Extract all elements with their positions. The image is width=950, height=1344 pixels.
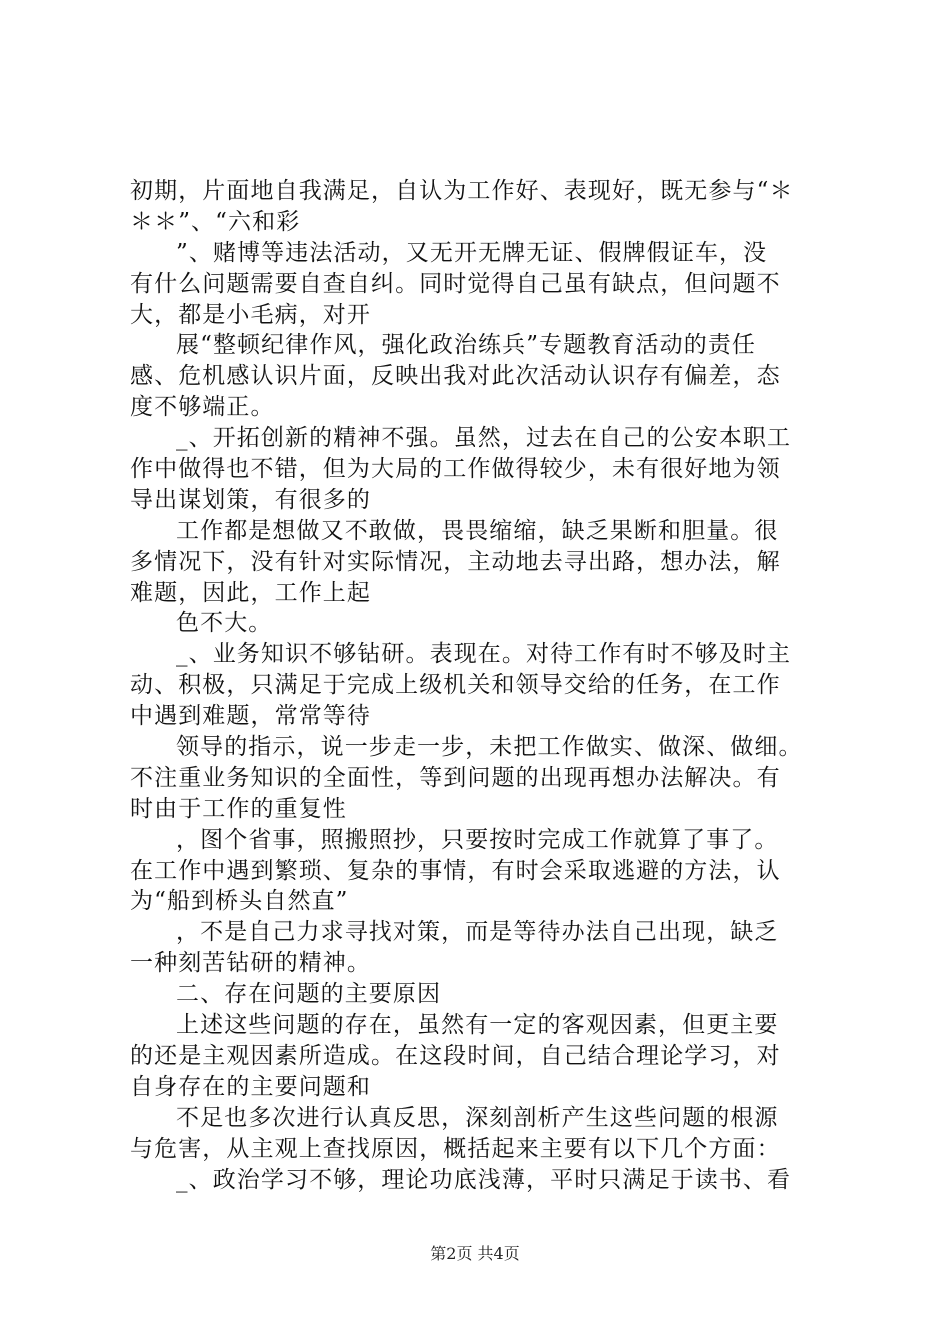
- text-line: 时由于工作的重复性: [130, 795, 347, 822]
- text-line: 工作都是想做又不敢做，畏畏缩缩，缺乏果断和胆量。很: [176, 517, 779, 544]
- text-line: 大，都是小毛病，对开: [130, 301, 371, 328]
- text-line: 中遇到难题，常常等待: [130, 703, 371, 730]
- text-line: 导出谋划策，有很多的: [130, 486, 371, 513]
- text-line: 在工作中遇到繁琐、复杂的事情，有时会采取逃避的方法，认: [130, 857, 781, 884]
- text-line: ＊＊”、“六和彩: [130, 208, 301, 235]
- text-line: _、政治学习不够，理论功底浅薄，平时只满足于读书、看: [176, 1166, 792, 1193]
- text-line: 为“船到桥头自然直”: [130, 888, 349, 915]
- text-line: 多情况下，没有针对实际情况，主动地去寻出路，想办法，解: [130, 548, 781, 575]
- text-line: 二、存在问题的主要原因: [176, 981, 442, 1008]
- text-line: 有什么问题需要自查自纠。同时觉得自己虽有缺点，但问题不: [130, 270, 781, 297]
- document-body: [130, 176, 830, 1195]
- text-line: 展“整顿纪律作风，强化政治练兵”专题教育活动的责任: [176, 332, 757, 359]
- text-line: 动、积极，只满足于完成上级机关和领导交给的任务，在工作: [130, 672, 781, 699]
- text-line: 自身存在的主要问题和: [130, 1073, 371, 1100]
- page-footer: 第2页 共4页: [430, 1244, 520, 1263]
- text-line: 一种刻苦钻研的精神。: [130, 950, 371, 977]
- text-line: ”、赌博等违法活动，又无开无牌无证、假牌假证车，没: [176, 239, 768, 266]
- text-line: 作中做得也不错，但为大局的工作做得较少，未有很好地为领: [130, 456, 781, 483]
- text-line: 上述这些问题的存在，虽然有一定的客观因素，但更主要: [176, 1012, 779, 1039]
- text-line: 与危害，从主观上查找原因，概括起来主要有以下几个方面：: [130, 1135, 781, 1162]
- text-line: 初期，片面地自我满足，自认为工作好、表现好，既无参与“＊: [130, 178, 794, 204]
- text-line: 难题，因此，工作上起: [130, 579, 371, 606]
- text-line: 度不够端正。: [130, 394, 275, 421]
- text-line: 不注重业务知识的全面性，等到问题的出现再想办法解决。有: [130, 764, 781, 791]
- text-line: 色不大。: [176, 610, 273, 637]
- text-line: ，图个省事，照搬照抄，只要按时完成工作就算了事了。: [176, 826, 779, 853]
- text-line: 感、危机感认识片面，反映出我对此次活动认识存有偏差，态: [130, 363, 781, 390]
- text-line: _、业务知识不够钻研。表现在。对待工作有时不够及时主: [176, 641, 792, 668]
- text-line: _、开拓创新的精神不强。虽然，过去在自己的公安本职工: [176, 425, 792, 452]
- text-line: 不足也多次进行认真反思，深刻剖析产生这些问题的根源: [176, 1104, 779, 1131]
- text-line: ，不是自己力求寻找对策，而是等待办法自己出现，缺乏: [176, 919, 779, 946]
- text-line: 的还是主观因素所造成。在这段时间，自己结合理论学习，对: [130, 1042, 781, 1069]
- text-line: 领导的指示，说一步走一步，未把工作做实、做深、做细。: [176, 734, 803, 761]
